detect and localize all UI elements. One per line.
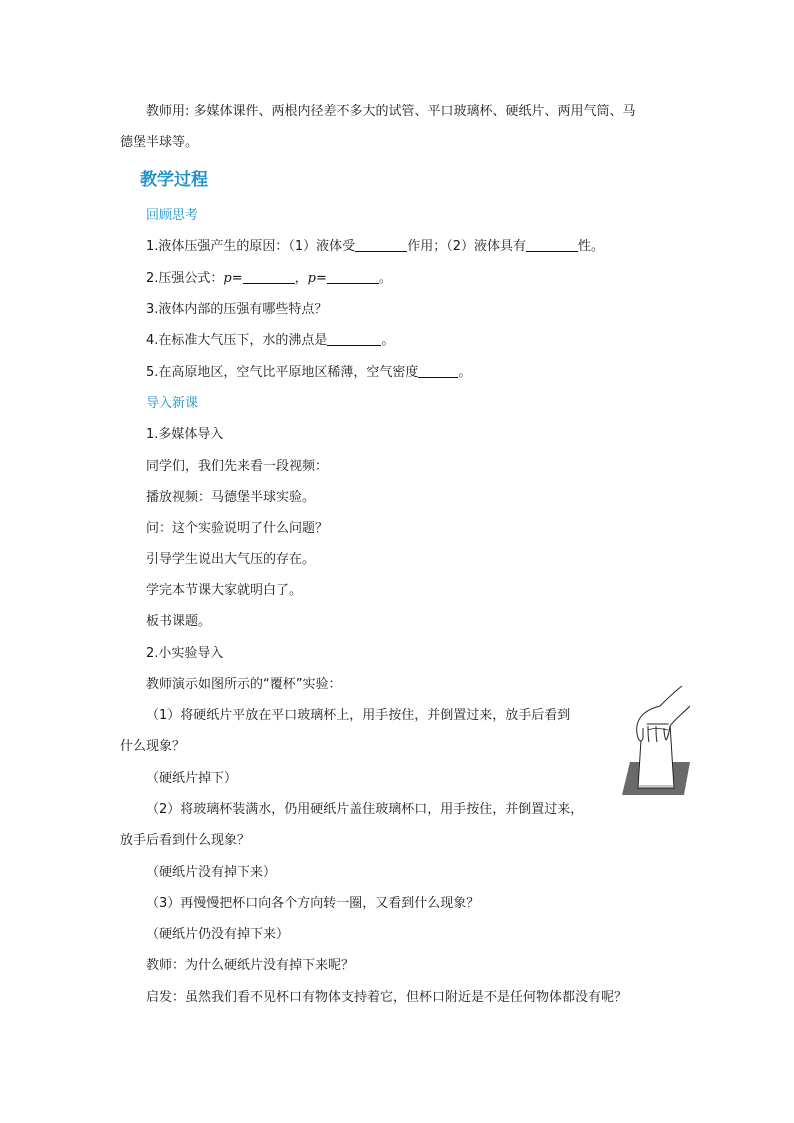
experiment-step-2a: （2）将玻璃杯装满水，仍用硬纸片盖住玻璃杯口，用手按住，并倒置过来，: [146, 802, 584, 817]
intro-new-line-6: 板书课题。: [146, 614, 212, 629]
intro-line-1: 教师用: 多媒体课件、两根内径差不多大的试管、平口玻璃杯、硬纸片、两用气筒、马: [146, 104, 636, 119]
q5-end: 。: [458, 365, 472, 380]
q1-text-b: 作用；（2）液体具有: [407, 239, 526, 254]
review-q4: [146, 332, 394, 350]
review-q3: 3.液体内部的压强有哪些特点？: [146, 302, 328, 317]
experiment-answer-2: （硬纸片没有掉下来）: [146, 865, 277, 880]
q4-blank: [327, 332, 381, 346]
experiment-step-2b: 放手后看到什么现象？: [120, 833, 251, 848]
intro-new-line-7: 2.小实验导入: [146, 646, 224, 661]
experiment-answer-3: （硬纸片仍没有掉下来）: [146, 927, 290, 942]
q4-text: 4.在标准大气压下，水的沸点是: [146, 333, 328, 348]
q1-blank-1: [355, 238, 407, 252]
review-q2: [146, 270, 392, 288]
experiment-step-1a: （1）将硬纸片平放在平口玻璃杯上，用手按住，并倒置过来，放手后看到: [146, 708, 571, 723]
review-q5: [146, 364, 471, 382]
experiment-step-3: （3）再慢慢把杯口向各个方向转一圈，又看到什么现象？: [146, 896, 480, 911]
intro-new-line-4: 引导学生说出大气压的存在。: [146, 552, 316, 567]
q4-end: 。: [381, 333, 395, 348]
intro-new-line-3: 问：这个实验说明了什么问题？: [146, 521, 329, 536]
intro-new-heading: 导入新课: [146, 396, 199, 411]
review-q1: [146, 238, 604, 256]
q5-blank: [418, 364, 458, 378]
q1-text-c: 性。: [577, 239, 604, 254]
intro-new-line-5: 学完本节课大家就明白了。: [146, 583, 303, 598]
intro-new-line-1: 同学们，我们先来看一段视频：: [146, 459, 329, 474]
intro-new-line-2: 播放视频：马德堡半球实验。: [146, 490, 316, 505]
q2-text-a: 2.压强公式：: [146, 271, 224, 286]
intro-line-2: 德堡半球等。: [120, 135, 199, 150]
q2-comma: ，: [294, 271, 308, 286]
q1-blank-2: [526, 238, 578, 252]
teacher-question: 教师：为什么硬纸片没有掉下来呢？: [146, 958, 355, 973]
section-title: 教学过程: [140, 170, 208, 190]
intro-new-line-8: 教师演示如图所示的“覆杯”实验：: [146, 677, 342, 692]
q2-blank-1: [243, 270, 295, 284]
q2-eq-1: =: [231, 271, 243, 286]
experiment-answer-1: （硬纸片掉下）: [146, 771, 238, 786]
review-heading: 回顾思考: [146, 208, 199, 223]
q2-p-symbol-2: p: [307, 271, 316, 286]
q5-text: 5.在高原地区，空气比平原地区稀薄，空气密度: [146, 365, 419, 380]
experiment-step-1b: 什么现象？: [120, 739, 186, 754]
q1-text-a: 1.液体压强产生的原因：（1）液体受: [146, 239, 356, 254]
inverted-cup-illustration: [618, 682, 690, 800]
q2-eq-2: =: [315, 271, 327, 286]
hint-line: 启发：虽然我们看不见杯口有物体支持着它，但杯口附近是不是任何物体都没有呢？: [146, 990, 628, 1005]
intro-new-line-0: 1.多媒体导入: [146, 427, 224, 442]
q2-end: 。: [378, 271, 392, 286]
q2-p-symbol-1: p: [223, 271, 232, 286]
q2-blank-2: [327, 270, 379, 284]
